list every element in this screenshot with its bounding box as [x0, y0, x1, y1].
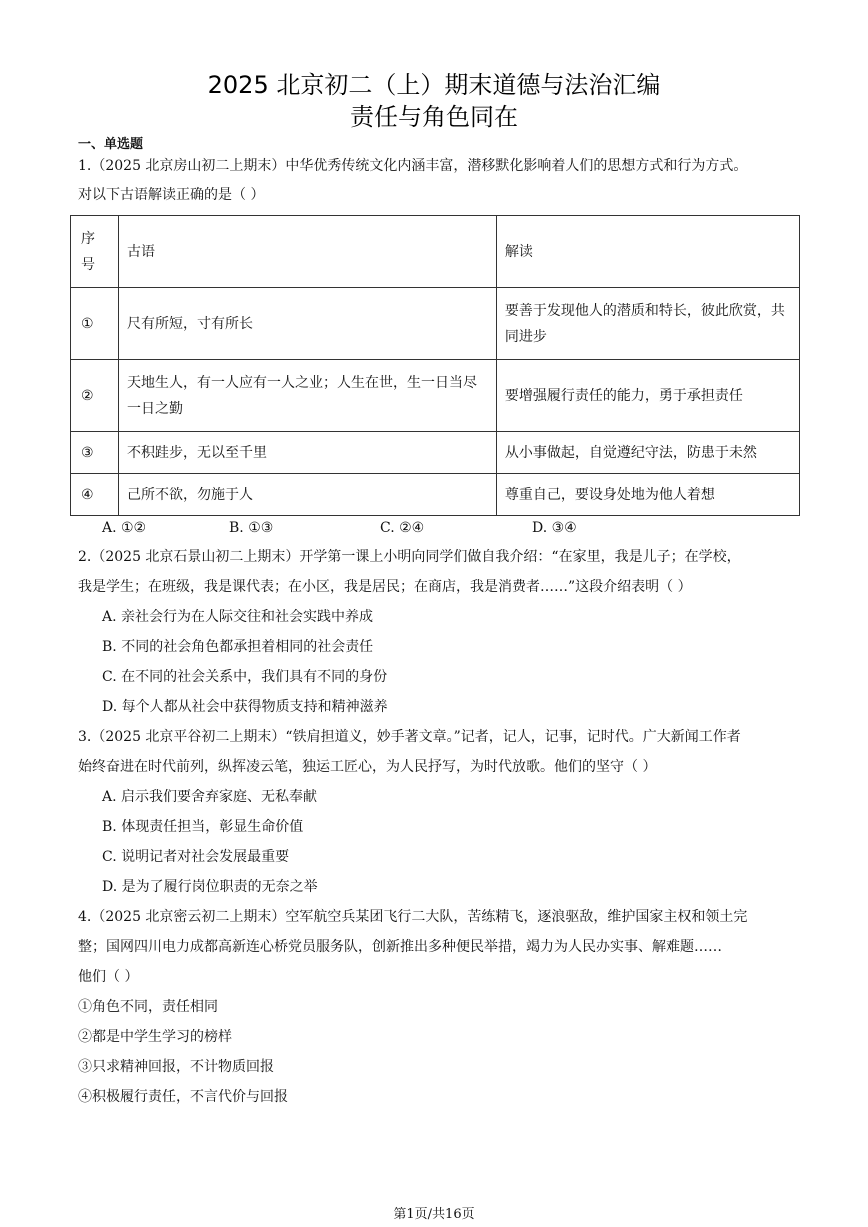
option-d[interactable]: D. 每个人都从社会中获得物质支持和精神滋养	[102, 699, 388, 715]
option-a[interactable]: A. ①②	[102, 520, 147, 536]
option-b[interactable]: B. ①③	[229, 520, 274, 536]
table-row	[71, 474, 800, 516]
option-a[interactable]: A. 亲社会行为在人际交往和社会实践中养成	[102, 609, 374, 625]
document-title: 2025 北京初二（上）期末道德与法治汇编	[207, 71, 661, 99]
option-b[interactable]: B. 不同的社会角色都承担着相同的社会责任	[102, 639, 374, 655]
option-d[interactable]: D. 是为了履行岗位职责的无奈之举	[102, 879, 318, 895]
table-header-cell	[71, 216, 119, 288]
table-header-cell	[496, 216, 799, 288]
table-cell: 要善于发现他人的潜质和特长，彼此欣赏，共同进步	[496, 288, 799, 360]
table-row	[71, 432, 800, 474]
header-number: 序号	[81, 230, 95, 273]
section-heading: 一、单选题	[78, 137, 144, 152]
table-row	[71, 288, 800, 360]
table-cell: ③	[71, 432, 119, 474]
table-cell: 尊重自己，要设身处地为他人着想	[496, 474, 799, 516]
table-header-cell	[118, 216, 496, 288]
table-cell: 天地生人，有一人应有一人之业；人生在世，生一日当尽一日之勤	[118, 360, 496, 432]
option-c[interactable]: C. 说明记者对社会发展最重要	[102, 849, 290, 865]
option-a[interactable]: A. 启示我们要舍弃家庭、无私奉献	[102, 789, 318, 805]
option-d[interactable]: D. ③④	[532, 520, 577, 536]
table-cell: 要增强履行责任的能力，勇于承担责任	[496, 360, 799, 432]
statement-item: ②都是中学生学习的榜样	[78, 1029, 232, 1045]
header-ancient-saying: 古语	[126, 243, 155, 260]
table-cell: ①	[71, 288, 119, 360]
statement-item: ①角色不同，责任相同	[78, 999, 218, 1015]
header-interpretation: 解读	[504, 243, 533, 260]
question-1-stem-line1: 1.（2025 北京房山初二上期末）中华优秀传统文化内涵丰富，潜移默化影响着人们的思想方式和行为方式。	[78, 158, 748, 174]
table-cell: 不积跬步，无以至千里	[118, 432, 496, 474]
question-3-stem-line1: 3.（2025 北京平谷初二上期末）“铁肩担道义，妙手著文章。”记者，记人，记事，记时代。广大新闻工作者	[78, 729, 741, 745]
table-cell: 尺有所短，寸有所长	[118, 288, 496, 360]
question-4-stem-line2: 整；国网四川电力成都高新连心桥党员服务队，创新推出多种便民举措，竭力为人民办实事、解难题……	[78, 939, 722, 955]
option-b[interactable]: B. 体现责任担当，彰显生命价值	[102, 819, 304, 835]
table-row	[71, 360, 800, 432]
question-1-stem-line2: 对以下古语解读正确的是（ ）	[78, 187, 265, 203]
question-2-stem-line2: 我是学生；在班级，我是课代表；在小区，我是居民；在商店，我是消费者……”这段介绍表明（ ）	[78, 579, 692, 595]
question-4-stem-line3: 他们（ ）	[78, 969, 139, 985]
table-header-row	[71, 216, 800, 288]
question-1-table	[70, 215, 800, 516]
question-3-stem-line2: 始终奋进在时代前列，纵挥凌云笔，独运工匠心，为人民抒写，为时代放歌。他们的坚守（ ）	[78, 759, 657, 775]
question-4-stem-line1: 4.（2025 北京密云初二上期末）空军航空兵某团飞行二大队，苦练精飞，逐浪驱敌，维护国家主权和领土完	[78, 909, 748, 925]
question-2-stem-line1: 2.（2025 北京石景山初二上期末）开学第一课上小明向同学们做自我介绍：“在家里，我是儿子；在学校，	[78, 549, 741, 565]
statement-item: ④积极履行责任，不言代价与回报	[78, 1089, 288, 1105]
table-cell: ④	[71, 474, 119, 516]
option-c[interactable]: C. ②④	[380, 520, 425, 536]
option-c[interactable]: C. 在不同的社会关系中，我们具有不同的身份	[102, 669, 388, 685]
table-cell: 己所不欲，勿施于人	[118, 474, 496, 516]
table-cell: ②	[71, 360, 119, 432]
document-subtitle: 责任与角色同在	[350, 103, 518, 131]
table-cell: 从小事做起，自觉遵纪守法，防患于未然	[496, 432, 799, 474]
page-footer: 第1页/共16页	[393, 1207, 475, 1222]
statement-item: ③只求精神回报，不计物质回报	[78, 1059, 274, 1075]
